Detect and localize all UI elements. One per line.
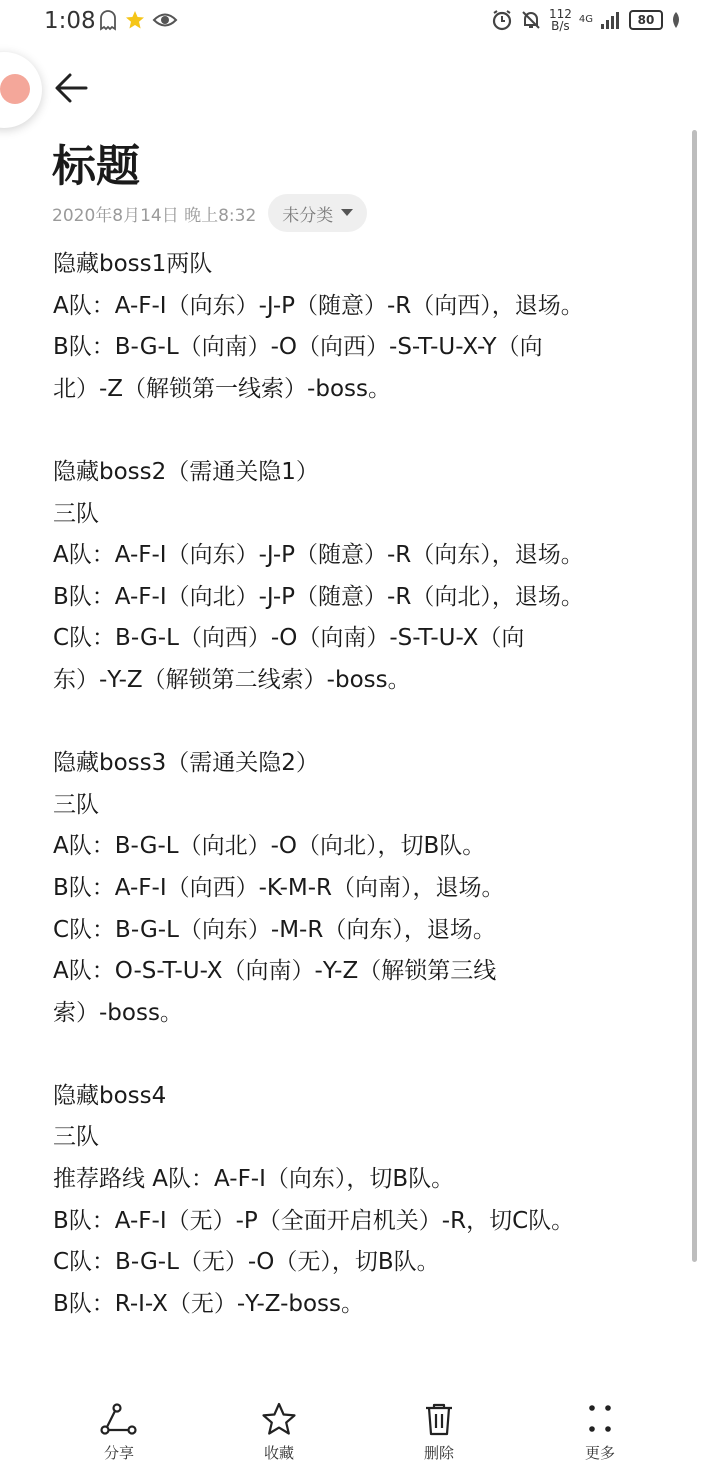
note-line: 推荐路线 A队：A-F-I（向东），切B队。 (53, 1166, 455, 1193)
status-bar (0, 0, 720, 44)
favorite-label: 收藏 (263, 1444, 294, 1462)
status-time: 1:08 (44, 8, 96, 34)
note-line: B队：A-F-I（向西）-K-M-R（向南），退场。 (53, 874, 505, 901)
star-badge-icon (124, 9, 146, 31)
battery-icon: 80 (629, 10, 663, 30)
note-line: B队：A-F-I（向北）-J-P（随意）-R（向北），退场。 (53, 583, 584, 610)
note-line: A队：O-S-T-U-X（向南）-Y-Z（解锁第三线 (53, 958, 497, 985)
note-body[interactable] (53, 244, 673, 1325)
note-meta (52, 194, 367, 232)
note-line: 三队 (53, 500, 99, 527)
note-line: 隐藏boss4 (53, 1082, 167, 1109)
network-type: 4G (578, 14, 593, 25)
arrow-left-icon (50, 66, 94, 110)
note-line: A队：A-F-I（向东）-J-P（随意）-R（向东），退场。 (53, 542, 584, 569)
note-line: C队：B-G-L（无）-O（无），切B队。 (53, 1249, 440, 1276)
share-icon (99, 1402, 139, 1436)
trash-icon (419, 1402, 459, 1436)
more-label: 更多 (584, 1444, 615, 1462)
share-label: 分享 (103, 1444, 134, 1462)
note-line: 东）-Y-Z（解锁第二线索）-boss。 (53, 666, 411, 693)
note-line (53, 702, 673, 744)
back-button[interactable] (50, 66, 94, 110)
status-right-icons (491, 8, 682, 32)
note-line: 索）-boss。 (53, 999, 183, 1026)
mute-bell-icon (520, 9, 542, 31)
scrollbar[interactable] (692, 130, 697, 1262)
net-speed: 112 B/s (548, 7, 572, 33)
note-date: 2020年8月14日 晚上8:32 (52, 205, 257, 226)
category-label: 未分类 (282, 205, 334, 226)
note-line: B队：B-G-L（向南）-O（向西）-S-T-U-X-Y（向 (53, 334, 543, 361)
share-button[interactable] (79, 1402, 159, 1463)
note-line: B队：R-I-X（无）-Y-Z-boss。 (53, 1290, 365, 1317)
star-outline-icon (259, 1402, 299, 1436)
note-title[interactable]: 标题 (52, 141, 140, 192)
note-line (53, 1034, 673, 1076)
note-line: A队：A-F-I（向东）-J-P（随意）-R（向西），退场。 (53, 292, 584, 319)
note-line: 隐藏boss3（需通关隐2） (53, 750, 319, 777)
category-dropdown[interactable] (268, 194, 367, 232)
note-line: 隐藏boss1两队 (53, 251, 213, 277)
note-line: 三队 (53, 1124, 99, 1151)
note-line: A队：B-G-L（向北）-O（向北），切B队。 (53, 833, 486, 860)
alarm-icon (491, 9, 513, 31)
status-left-icons (98, 9, 178, 31)
note-line: C队：B-G-L（向东）-M-R（向东），退场。 (53, 916, 496, 943)
favorite-button[interactable] (239, 1402, 319, 1463)
note-line (53, 410, 673, 452)
note-line: 隐藏boss2（需通关隐1） (53, 458, 319, 485)
eye-icon (152, 9, 178, 31)
leaf-icon (670, 11, 682, 29)
bottom-toolbar (0, 1396, 720, 1469)
more-button[interactable] (560, 1402, 640, 1463)
more-dots-icon (580, 1402, 620, 1436)
ghost-icon (98, 9, 118, 31)
delete-label: 删除 (423, 1444, 454, 1462)
note-line: B队：A-F-I（无）-P（全面开启机关）-R，切C队。 (53, 1207, 575, 1234)
note-line: 三队 (53, 791, 99, 818)
floating-assistant-bubble[interactable] (0, 52, 42, 128)
delete-button[interactable] (399, 1402, 479, 1463)
caret-down-icon (341, 209, 353, 217)
assistant-avatar-icon (0, 74, 30, 104)
signal-icon (600, 10, 622, 30)
note-line: C队：B-G-L（向西）-O（向南）-S-T-U-X（向 (53, 625, 525, 652)
note-line: 北）-Z（解锁第一线索）-boss。 (53, 375, 391, 402)
